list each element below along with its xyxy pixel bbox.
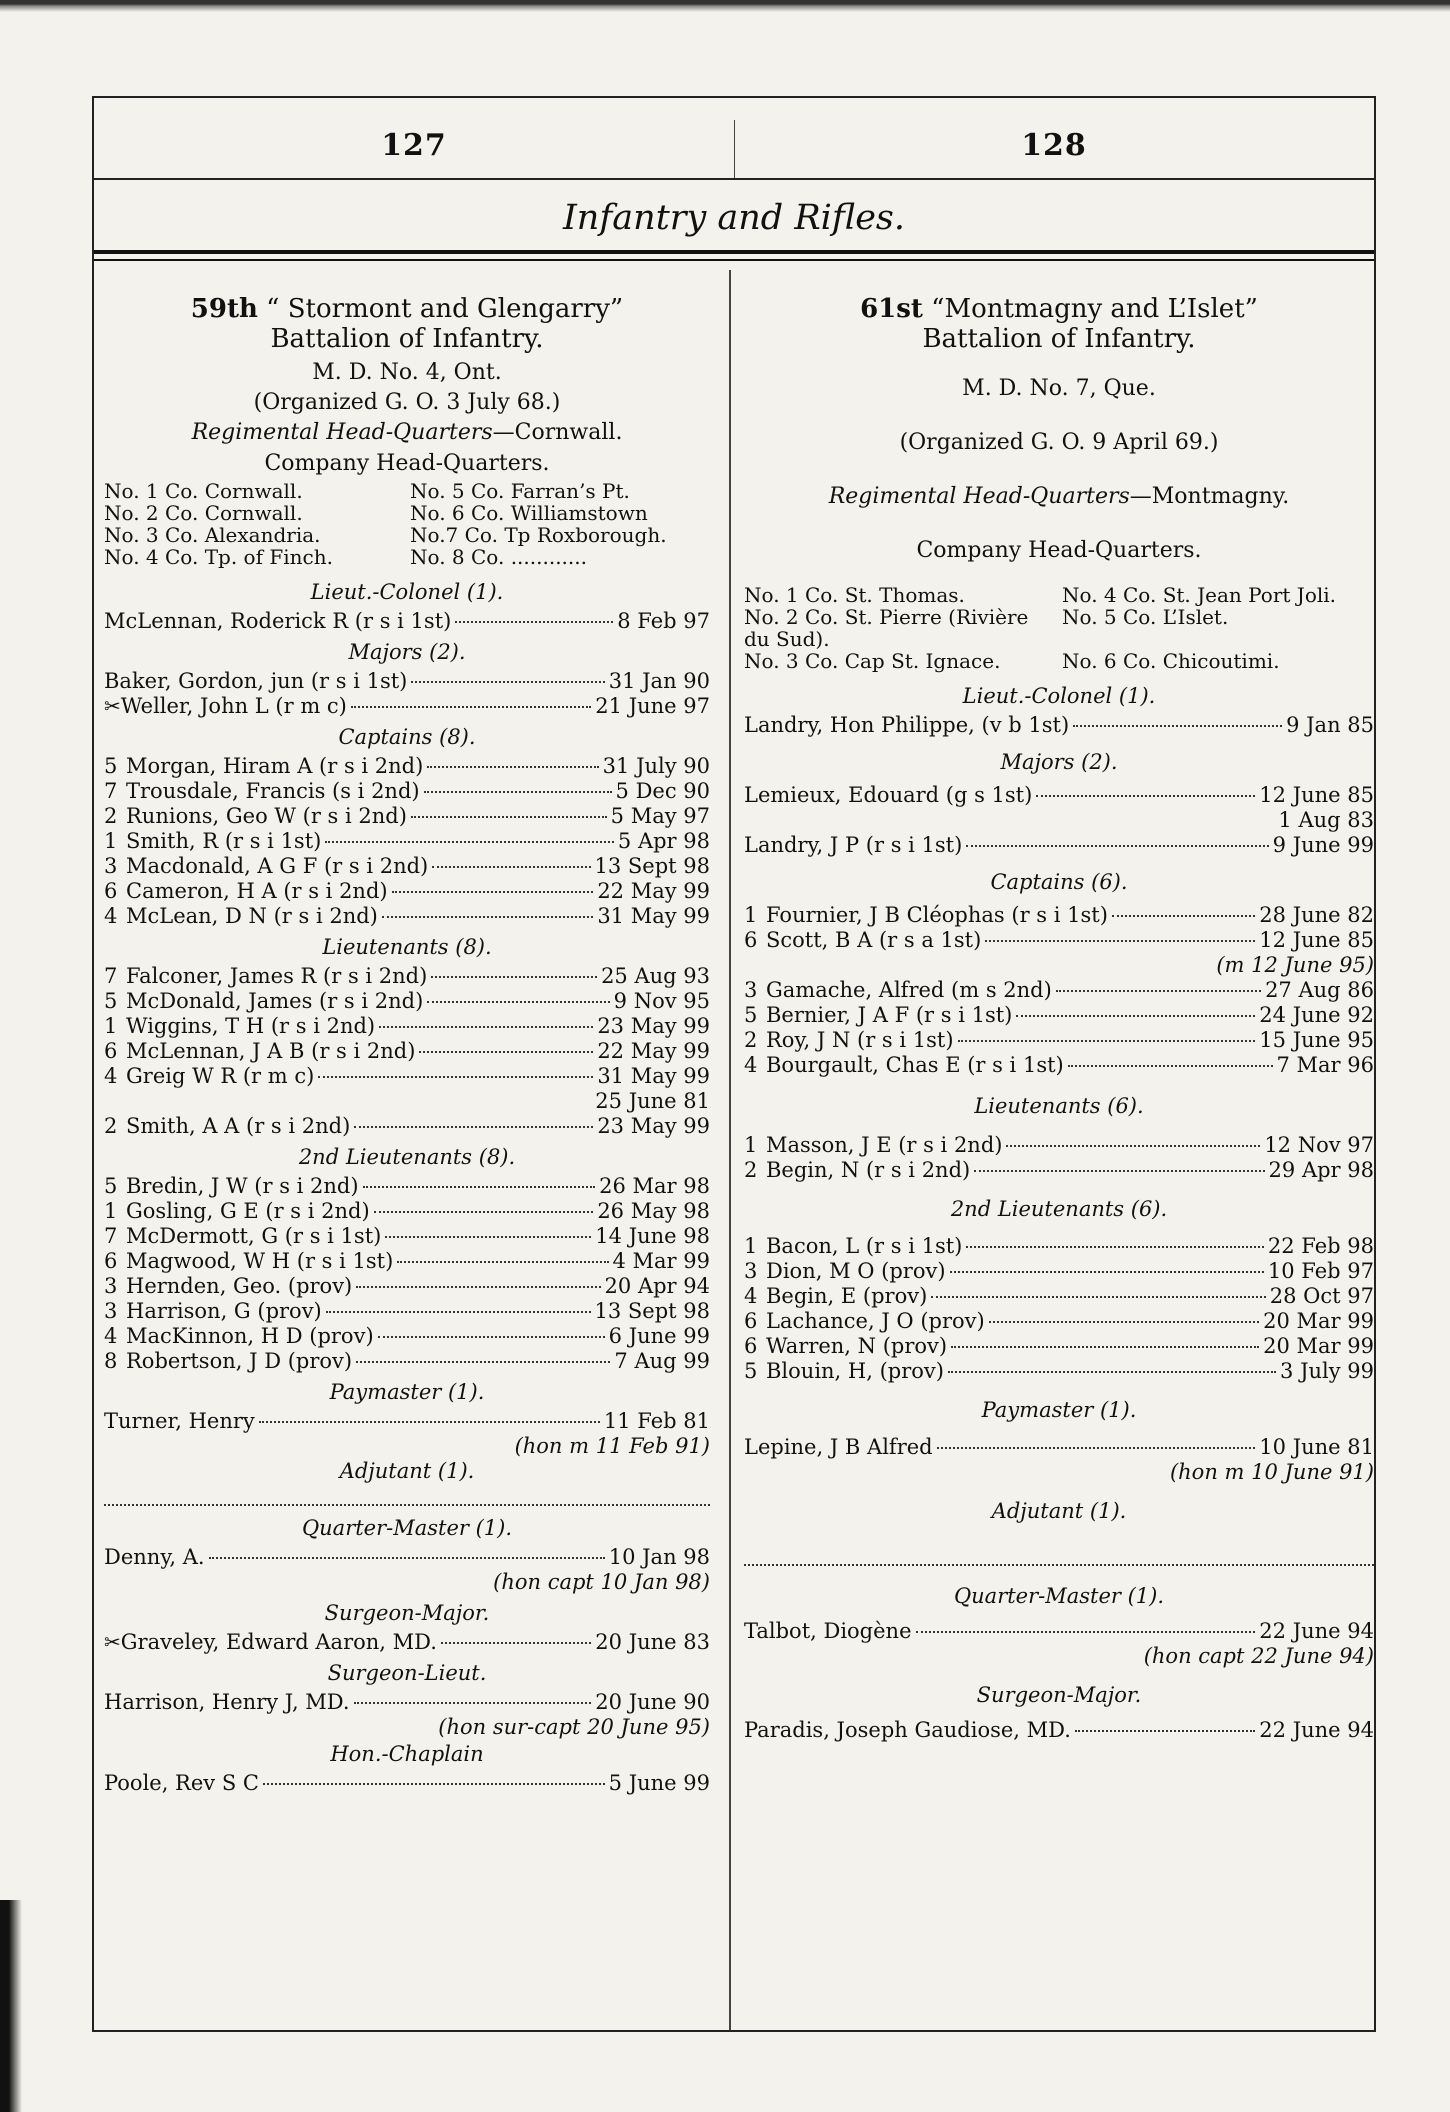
officer-row bbox=[104, 1064, 710, 1089]
company-number: 3 bbox=[744, 1259, 758, 1283]
officer-date: 10 Feb 97 bbox=[1267, 1259, 1374, 1283]
officer-date: 21 June 97 bbox=[595, 694, 710, 718]
company-hq-item: No. 6 Co. Williamstown bbox=[410, 501, 648, 525]
officer-row bbox=[744, 1435, 1374, 1460]
company-number: 6 bbox=[104, 1249, 118, 1273]
officer-row bbox=[744, 1053, 1374, 1078]
chaplain-heading: Hon.-Chaplain bbox=[330, 1742, 484, 1766]
officer-row bbox=[744, 928, 1374, 953]
officer-row bbox=[744, 1003, 1374, 1028]
company-number: 2 bbox=[744, 1158, 758, 1182]
officer-row bbox=[104, 1174, 710, 1199]
majors-heading: Majors (2). bbox=[348, 640, 466, 664]
company-hq-item: No. 1 Co. Cornwall. bbox=[104, 479, 303, 503]
officer-date: 22 June 94 bbox=[1259, 1619, 1374, 1643]
officer-name: Lachance, J O (prov) bbox=[766, 1309, 985, 1333]
officer-name: Begin, N (r s i 2nd) bbox=[766, 1158, 971, 1182]
officer-row bbox=[744, 1718, 1374, 1743]
officer-date: 22 June 94 bbox=[1259, 1718, 1374, 1742]
officer-name: Bernier, J A F (r s i 1st) bbox=[766, 1003, 1013, 1027]
officer-row bbox=[104, 1224, 710, 1249]
company-number: 3 bbox=[744, 978, 758, 1002]
regimental-hq bbox=[104, 418, 710, 448]
lieutenants-heading: Lieutenants (6). bbox=[974, 1094, 1144, 1118]
officer-date: 27 Aug 86 bbox=[1265, 978, 1374, 1002]
officer-note: (m 12 June 95) bbox=[1216, 953, 1374, 977]
officer-name: Lepine, J B Alfred bbox=[744, 1435, 933, 1459]
officer-row bbox=[744, 1619, 1374, 1644]
officer-date-note: 25 June 81 bbox=[595, 1089, 710, 1113]
officer-name: Harrison, G (prov) bbox=[126, 1299, 322, 1323]
officer-name: Begin, E (prov) bbox=[766, 1284, 928, 1308]
officer-date: 25 Aug 93 bbox=[601, 964, 710, 988]
officer-row bbox=[104, 1349, 710, 1374]
company-hq-item: No. 2 Co. Cornwall. bbox=[104, 501, 303, 525]
battalion-unit: Battalion of Infantry. bbox=[270, 324, 544, 354]
company-hq-item: No. 4 Co. Tp. of Finch. bbox=[104, 545, 333, 569]
officer-date: 31 Jan 90 bbox=[608, 669, 710, 693]
officer-name: Masson, J E (r s i 2nd) bbox=[766, 1133, 1003, 1157]
battalion-title bbox=[104, 294, 710, 324]
officer-name: MacKinnon, H D (prov) bbox=[126, 1324, 374, 1348]
company-number: 2 bbox=[104, 1114, 118, 1138]
company-number: 6 bbox=[744, 1334, 758, 1358]
officer-name: Bredin, J W (r s i 2nd) bbox=[126, 1174, 359, 1198]
company-number: 1 bbox=[104, 1199, 118, 1223]
officer-row bbox=[104, 1324, 710, 1349]
surgeon-major-heading: Surgeon-Major. bbox=[976, 1683, 1142, 1707]
officer-date: 12 June 85 bbox=[1259, 783, 1374, 807]
second-lts-heading: 2nd Lieutenants (6). bbox=[950, 1197, 1168, 1221]
page-number-right: 128 bbox=[1021, 128, 1087, 163]
paymaster-heading: Paymaster (1). bbox=[981, 1398, 1137, 1422]
company-number: 5 bbox=[104, 1174, 118, 1198]
officer-name: Poole, Rev S C bbox=[104, 1771, 259, 1795]
company-hq-list bbox=[104, 480, 710, 568]
thin-rule bbox=[94, 259, 1374, 261]
officer-note: (hon capt 10 Jan 98) bbox=[493, 1570, 710, 1594]
company-number: 7 bbox=[104, 1224, 118, 1248]
officer-row bbox=[104, 1545, 710, 1570]
officer-row bbox=[104, 964, 710, 989]
officer-row bbox=[744, 1158, 1374, 1183]
company-number: 6 bbox=[104, 879, 118, 903]
company-number: 5 bbox=[104, 754, 118, 778]
company-number: 1 bbox=[744, 1133, 758, 1157]
officer-name: McLean, D N (r s i 2nd) bbox=[126, 904, 378, 928]
company-hq-item: No. 6 Co. Chicoutimi. bbox=[1062, 649, 1280, 673]
officer-date: 7 Aug 99 bbox=[614, 1349, 710, 1373]
company-hq-item: No. 5 Co. Farran’s Pt. bbox=[410, 479, 630, 503]
officer-row bbox=[744, 713, 1374, 738]
officer-date: 22 May 99 bbox=[597, 879, 710, 903]
officer-name: Gosling, G E (r s i 2nd) bbox=[126, 1199, 370, 1223]
officer-name: Runions, Geo W (r s i 2nd) bbox=[126, 804, 407, 828]
officer-date: 5 May 97 bbox=[610, 804, 710, 828]
officer-row bbox=[104, 854, 710, 879]
company-number: 7 bbox=[104, 779, 118, 803]
officer-date: 5 Apr 98 bbox=[617, 829, 710, 853]
surgeon-lieut-heading: Surgeon-Lieut. bbox=[327, 1661, 487, 1685]
officer-name: McLennan, Roderick R (r s i 1st) bbox=[104, 609, 452, 633]
organized-order: (Organized G. O. 9 April 69.) bbox=[899, 430, 1219, 455]
company-number: 1 bbox=[104, 829, 118, 853]
company-number: 5 bbox=[104, 989, 118, 1013]
officer-row bbox=[744, 1234, 1374, 1259]
officer-date: 3 July 99 bbox=[1280, 1359, 1374, 1383]
officer-note: (hon capt 22 June 94) bbox=[1143, 1644, 1374, 1668]
officer-date: 26 May 98 bbox=[597, 1199, 710, 1223]
officer-date: 28 Oct 97 bbox=[1269, 1284, 1374, 1308]
officer-name: Bacon, L (r s i 1st) bbox=[766, 1234, 963, 1258]
regimental-hq bbox=[744, 482, 1374, 512]
page-number-bar bbox=[94, 120, 1374, 180]
officer-row bbox=[104, 1114, 710, 1139]
battalion-name: “ Stormont and Glengarry” bbox=[266, 294, 624, 324]
officer-date: 13 Sept 98 bbox=[594, 1299, 710, 1323]
officer-name: Morgan, Hiram A (r s i 2nd) bbox=[126, 754, 424, 778]
military-district: M. D. No. 4, Ont. bbox=[312, 360, 502, 385]
officer-name: Greig W R (r m c) bbox=[126, 1064, 315, 1088]
officer-name: Harrison, Henry J, MD. bbox=[104, 1690, 350, 1714]
officer-name: Dion, M O (prov) bbox=[766, 1259, 946, 1283]
battalion-unit: Battalion of Infantry. bbox=[922, 324, 1196, 354]
organized-order: (Organized G. O. 3 July 68.) bbox=[253, 390, 561, 415]
officer-name: Bourgault, Chas E (r s i 1st) bbox=[766, 1053, 1064, 1077]
officer-row bbox=[104, 609, 710, 634]
officer-name: Trousdale, Francis (s i 2nd) bbox=[126, 779, 420, 803]
officer-name: Blouin, H, (prov) bbox=[766, 1359, 944, 1383]
battalion-61st-column bbox=[744, 294, 1374, 1743]
company-number: 3 bbox=[104, 1274, 118, 1298]
officer-date: 29 Apr 98 bbox=[1268, 1158, 1374, 1182]
column-divider bbox=[729, 270, 731, 2030]
company-hq-item: No. 3 Co. Alexandria. bbox=[104, 523, 321, 547]
heavy-rule bbox=[94, 250, 1374, 254]
scissors-icon: ✂ bbox=[104, 1630, 121, 1654]
officer-row bbox=[104, 1299, 710, 1324]
officer-name: Weller, John L (r m c) bbox=[120, 694, 347, 718]
officer-date-second: 1 Aug 83 bbox=[1278, 808, 1374, 832]
officer-date: 22 May 99 bbox=[597, 1039, 710, 1063]
second-lts-heading: 2nd Lieutenants (8). bbox=[298, 1145, 516, 1169]
officer-row bbox=[744, 833, 1374, 858]
officer-row bbox=[744, 1359, 1374, 1384]
battalion-59th-column bbox=[104, 294, 710, 1796]
officer-date: 20 June 83 bbox=[595, 1630, 710, 1654]
company-hq-item: No. 4 Co. St. Jean Port Joli. bbox=[1062, 583, 1337, 607]
officer-row bbox=[104, 804, 710, 829]
officer-date: 26 Mar 98 bbox=[599, 1174, 710, 1198]
officer-name: McLennan, J A B (r s i 2nd) bbox=[126, 1039, 416, 1063]
officer-date: 12 June 85 bbox=[1259, 928, 1374, 952]
officer-note: (hon m 10 June 91) bbox=[1169, 1460, 1374, 1484]
officer-name: Smith, A A (r s i 2nd) bbox=[126, 1114, 351, 1138]
company-number: 4 bbox=[744, 1053, 758, 1077]
officer-row bbox=[104, 779, 710, 804]
officer-row bbox=[104, 904, 710, 929]
officer-row bbox=[104, 669, 710, 694]
officer-row bbox=[104, 1039, 710, 1064]
regimental-hq-value: —Cornwall. bbox=[492, 420, 623, 445]
lieutenants-heading: Lieutenants (8). bbox=[322, 935, 492, 959]
company-number: 6 bbox=[104, 1039, 118, 1063]
adjutant-heading: Adjutant (1). bbox=[991, 1499, 1127, 1523]
officer-date: 20 June 90 bbox=[595, 1690, 710, 1714]
officer-name: Smith, R (r s i 1st) bbox=[126, 829, 322, 853]
officer-date: 9 Jan 85 bbox=[1286, 713, 1374, 737]
officer-row bbox=[104, 1014, 710, 1039]
officer-row bbox=[104, 754, 710, 779]
page-top-edge bbox=[0, 0, 1450, 12]
officer-name: Falconer, James R (r s i 2nd) bbox=[126, 964, 428, 988]
company-number: 3 bbox=[104, 1299, 118, 1323]
company-hq-item: No.7 Co. Tp Roxborough. bbox=[410, 523, 667, 547]
officer-date: 28 June 82 bbox=[1259, 903, 1374, 927]
officer-date: 4 Mar 99 bbox=[612, 1249, 710, 1273]
officer-row bbox=[744, 1133, 1374, 1158]
officer-row bbox=[104, 1274, 710, 1299]
battalion-number: 61st bbox=[860, 294, 923, 324]
captains-heading: Captains (6). bbox=[990, 870, 1128, 894]
officer-row bbox=[104, 1199, 710, 1224]
officer-name: Robertson, J D (prov) bbox=[126, 1349, 353, 1373]
officer-row bbox=[104, 694, 710, 719]
officer-date: 31 May 99 bbox=[597, 1064, 710, 1088]
officer-date: 5 Dec 90 bbox=[615, 779, 710, 803]
officer-name: Magwood, W H (r s i 1st) bbox=[126, 1249, 394, 1273]
captains-heading: Captains (8). bbox=[338, 725, 476, 749]
company-number: 5 bbox=[744, 1003, 758, 1027]
officer-name: Warren, N (prov) bbox=[766, 1334, 948, 1358]
lt-col-heading: Lieut.-Colonel (1). bbox=[310, 580, 504, 604]
company-hq-item: No. 3 Co. Cap St. Ignace. bbox=[744, 649, 1001, 673]
regimental-hq-label: Regimental Head-Quarters bbox=[191, 420, 493, 445]
officer-row bbox=[104, 1771, 710, 1796]
paymaster-heading: Paymaster (1). bbox=[329, 1380, 485, 1404]
company-number: 4 bbox=[104, 1064, 118, 1088]
military-district: M. D. No. 7, Que. bbox=[962, 376, 1156, 401]
company-hq-label: Company Head-Quarters. bbox=[916, 538, 1202, 563]
officer-name: Hernden, Geo. (prov) bbox=[126, 1274, 353, 1298]
company-hq-item: No. 8 Co. ............ bbox=[410, 545, 587, 569]
adjutant-heading: Adjutant (1). bbox=[339, 1459, 475, 1483]
vacant-dotted-line bbox=[104, 1490, 710, 1506]
officer-date: 10 June 81 bbox=[1259, 1435, 1374, 1459]
officer-name: Turner, Henry bbox=[104, 1409, 255, 1433]
officer-date: 7 Mar 96 bbox=[1276, 1053, 1374, 1077]
officer-name: Landry, J P (r s i 1st) bbox=[744, 833, 963, 857]
officer-row bbox=[744, 783, 1374, 808]
vacant-dotted-line bbox=[744, 1550, 1374, 1566]
quartermaster-heading: Quarter-Master (1). bbox=[953, 1584, 1165, 1608]
battalion-name: “Montmagny and L’Islet” bbox=[931, 294, 1258, 324]
officer-date: 6 June 99 bbox=[608, 1324, 710, 1348]
officer-row bbox=[744, 1284, 1374, 1309]
company-number: 1 bbox=[104, 1014, 118, 1038]
officer-date: 31 July 90 bbox=[602, 754, 710, 778]
company-hq-list bbox=[744, 584, 1374, 672]
company-hq-item: No. 1 Co. St. Thomas. bbox=[744, 583, 965, 607]
section-title: Infantry and Rifles. bbox=[562, 198, 906, 238]
company-hq-label: Company Head-Quarters. bbox=[264, 451, 550, 476]
officer-name: Lemieux, Edouard (g s 1st) bbox=[744, 783, 1033, 807]
officer-date: 9 June 99 bbox=[1272, 833, 1374, 857]
officer-row bbox=[744, 1309, 1374, 1334]
officer-name: Fournier, J B Cléophas (r s i 1st) bbox=[766, 903, 1108, 927]
company-number: 6 bbox=[744, 928, 758, 952]
company-number: 6 bbox=[744, 1309, 758, 1333]
officer-date: 20 Apr 94 bbox=[604, 1274, 710, 1298]
company-number: 4 bbox=[744, 1284, 758, 1308]
company-number: 2 bbox=[104, 804, 118, 828]
officer-date: 10 Jan 98 bbox=[608, 1545, 710, 1569]
majors-heading: Majors (2). bbox=[1000, 750, 1118, 774]
officer-note: (hon m 11 Feb 91) bbox=[514, 1434, 710, 1458]
officer-date: 5 June 99 bbox=[608, 1771, 710, 1795]
officer-date: 12 Nov 97 bbox=[1264, 1133, 1374, 1157]
officer-date: 20 Mar 99 bbox=[1263, 1309, 1374, 1333]
company-number: 1 bbox=[744, 903, 758, 927]
officer-name: Gamache, Alfred (m s 2nd) bbox=[766, 978, 1052, 1002]
officer-name: McDermott, G (r s i 1st) bbox=[126, 1224, 382, 1248]
officer-name: Graveley, Edward Aaron, MD. bbox=[120, 1630, 437, 1654]
battalion-title bbox=[744, 294, 1374, 324]
officer-name: Macdonald, A G F (r s i 2nd) bbox=[126, 854, 429, 878]
company-number: 4 bbox=[104, 904, 118, 928]
company-number: 3 bbox=[104, 854, 118, 878]
officer-name: Talbot, Diogène bbox=[744, 1619, 912, 1643]
officer-date: 24 June 92 bbox=[1259, 1003, 1374, 1027]
officer-date: 9 Nov 95 bbox=[613, 989, 710, 1013]
officer-date: 23 May 99 bbox=[597, 1014, 710, 1038]
lt-col-heading: Lieut.-Colonel (1). bbox=[962, 684, 1156, 708]
officer-row bbox=[744, 978, 1374, 1003]
officer-name: Wiggins, T H (r s i 2nd) bbox=[126, 1014, 376, 1038]
officer-date: 31 May 99 bbox=[597, 904, 710, 928]
officer-name: Cameron, H A (r s i 2nd) bbox=[126, 879, 388, 903]
officer-row bbox=[104, 829, 710, 854]
page-number-left: 127 bbox=[381, 128, 447, 163]
officer-date: 13 Sept 98 bbox=[594, 854, 710, 878]
officer-row bbox=[744, 1259, 1374, 1284]
company-number: 7 bbox=[104, 964, 118, 988]
company-hq-item: No. 5 Co. L’Islet. bbox=[1062, 605, 1229, 629]
officer-date: 15 June 95 bbox=[1259, 1028, 1374, 1052]
officer-row bbox=[744, 1334, 1374, 1359]
regimental-hq-value: —Montmagny. bbox=[1129, 484, 1290, 509]
company-number: 1 bbox=[744, 1234, 758, 1258]
officer-name: Baker, Gordon, jun (r s i 1st) bbox=[104, 669, 408, 693]
page-binding-shadow bbox=[0, 1900, 22, 2112]
officer-note: (hon sur-capt 20 June 95) bbox=[438, 1715, 710, 1739]
officer-name: Scott, B A (r s a 1st) bbox=[766, 928, 982, 952]
officer-name: Denny, A. bbox=[104, 1545, 205, 1569]
quartermaster-heading: Quarter-Master (1). bbox=[301, 1516, 513, 1540]
company-number: 8 bbox=[104, 1349, 118, 1373]
officer-row bbox=[744, 1028, 1374, 1053]
officer-row bbox=[104, 879, 710, 904]
officer-date: 14 June 98 bbox=[595, 1224, 710, 1248]
page-frame bbox=[92, 96, 1376, 2032]
officer-date: 11 Feb 81 bbox=[603, 1409, 710, 1433]
officer-row bbox=[744, 903, 1374, 928]
officer-row bbox=[104, 1409, 710, 1434]
company-number: 2 bbox=[744, 1028, 758, 1052]
surgeon-major-heading: Surgeon-Major. bbox=[324, 1601, 490, 1625]
regimental-hq-label: Regimental Head-Quarters bbox=[828, 484, 1130, 509]
scissors-icon: ✂ bbox=[104, 694, 121, 718]
officer-date: 23 May 99 bbox=[597, 1114, 710, 1138]
company-number: 5 bbox=[744, 1359, 758, 1383]
officer-row bbox=[104, 989, 710, 1014]
officer-row bbox=[104, 1630, 710, 1655]
officer-row bbox=[104, 1249, 710, 1274]
officer-row bbox=[104, 1690, 710, 1715]
company-hq-item: No. 2 Co. St. Pierre (Rivière du Sud). bbox=[744, 605, 1029, 651]
officer-date: 8 Feb 97 bbox=[617, 609, 710, 633]
officer-name: Paradis, Joseph Gaudiose, MD. bbox=[744, 1718, 1071, 1742]
officer-name: Landry, Hon Philippe, (v b 1st) bbox=[744, 713, 1070, 737]
officer-date: 22 Feb 98 bbox=[1267, 1234, 1374, 1258]
officer-name: McDonald, James (r s i 2nd) bbox=[126, 989, 424, 1013]
officer-date: 20 Mar 99 bbox=[1263, 1334, 1374, 1358]
battalion-number: 59th bbox=[190, 294, 258, 324]
officer-name: Roy, J N (r s i 1st) bbox=[766, 1028, 954, 1052]
company-number: 4 bbox=[104, 1324, 118, 1348]
